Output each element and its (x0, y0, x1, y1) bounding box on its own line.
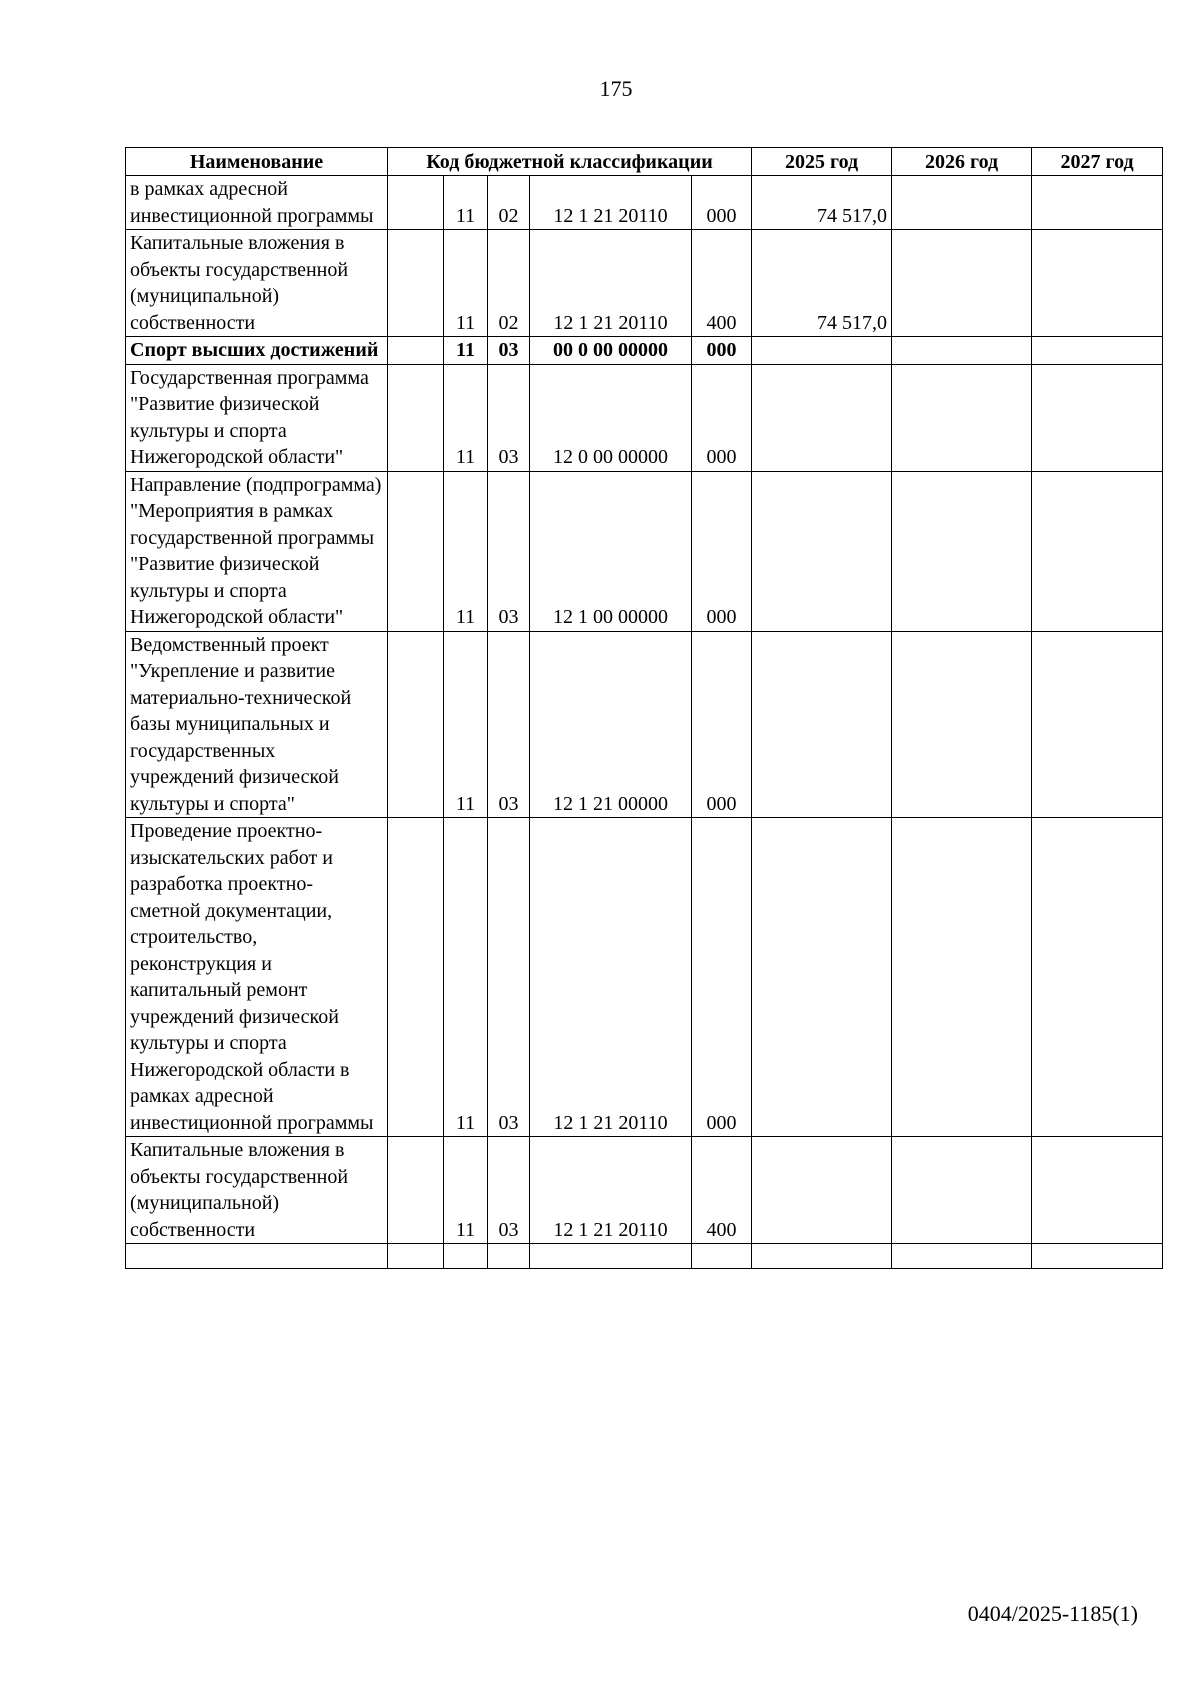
table-row (126, 1137, 1163, 1244)
row-target-code: 12 1 21 20110 (530, 176, 692, 230)
row-expense-type: 000 (692, 818, 752, 1137)
table-row (126, 631, 1163, 818)
row-2026 (892, 471, 1032, 631)
row-target-code: 12 1 21 00000 (530, 631, 692, 818)
row-expense-type: 000 (692, 176, 752, 230)
table-row (126, 471, 1163, 631)
row-2025 (752, 818, 892, 1137)
row-subsection: 03 (488, 471, 530, 631)
row-name: в рамках адресной инвестиционной программы (126, 176, 388, 230)
table-row (126, 337, 1163, 365)
table-row-empty (126, 1244, 1163, 1269)
row-target-code: 12 1 21 20110 (530, 1137, 692, 1244)
row-expense-type: 000 (692, 471, 752, 631)
row-section: 11 (444, 364, 488, 471)
row-expense-type: 000 (692, 631, 752, 818)
row-subsection: 03 (488, 818, 530, 1137)
row-subsection: 03 (488, 1137, 530, 1244)
row-2026 (892, 631, 1032, 818)
header-2025: 2025 год (752, 148, 892, 176)
row-section: 11 (444, 230, 488, 337)
row-section: 11 (444, 1137, 488, 1244)
table-row (126, 176, 1163, 230)
row-2026 (892, 230, 1032, 337)
row-2025 (752, 471, 892, 631)
row-2027 (1032, 337, 1163, 365)
row-section: 11 (444, 471, 488, 631)
row-target-code: 12 1 00 00000 (530, 471, 692, 631)
row-2027 (1032, 176, 1163, 230)
row-2025: 74 517,0 (752, 230, 892, 337)
row-2027 (1032, 230, 1163, 337)
row-2027 (1032, 631, 1163, 818)
row-subsection: 03 (488, 631, 530, 818)
row-name: Направление (подпрограмма) "Мероприятия в рамках государственной программы "Развитие физической культуры и спорта Нижегородской области" (126, 471, 388, 631)
row-subsection: 03 (488, 364, 530, 471)
row-section: 11 (444, 176, 488, 230)
row-2025 (752, 1137, 892, 1244)
table-row (126, 818, 1163, 1137)
row-subsection: 02 (488, 176, 530, 230)
row-target-code: 00 0 00 00000 (530, 337, 692, 365)
header-code: Код бюджетной классификации (388, 148, 752, 176)
row-2026 (892, 337, 1032, 365)
budget-table (125, 147, 1163, 1269)
table-row (126, 230, 1163, 337)
row-section: 11 (444, 818, 488, 1137)
row-name: Спорт высших достижений (126, 337, 388, 365)
header-name: Наименование (126, 148, 388, 176)
row-2025 (752, 337, 892, 365)
row-2027 (1032, 818, 1163, 1137)
row-target-code: 12 1 21 20110 (530, 818, 692, 1137)
header-2027: 2027 год (1032, 148, 1163, 176)
row-2027 (1032, 471, 1163, 631)
row-2026 (892, 1137, 1032, 1244)
row-expense-type: 000 (692, 364, 752, 471)
row-expense-type: 000 (692, 337, 752, 365)
row-2025 (752, 364, 892, 471)
row-2026 (892, 176, 1032, 230)
row-expense-type: 400 (692, 230, 752, 337)
row-2027 (1032, 1137, 1163, 1244)
row-section: 11 (444, 337, 488, 365)
table-header-row (126, 148, 1163, 176)
row-subsection: 03 (488, 337, 530, 365)
row-section: 11 (444, 631, 488, 818)
row-target-code: 12 0 00 00000 (530, 364, 692, 471)
row-name: Ведомственный проект "Укрепление и развитие материально-технической базы муниципальных и государственных учреждений физической культуры и спорта" (126, 631, 388, 818)
row-target-code: 12 1 21 20110 (530, 230, 692, 337)
row-name: Проведение проектно-изыскательских работ и разработка проектно-сметной документации, строительство, реконструкция и капитальный ремонт учреждений физической культуры и спорта Нижегородской области в рамках адресной инвестиционной программы (126, 818, 388, 1137)
header-2026: 2026 год (892, 148, 1032, 176)
row-expense-type: 400 (692, 1137, 752, 1244)
row-2025 (752, 631, 892, 818)
row-name: Капитальные вложения в объекты государственной (муниципальной) собственности (126, 1137, 388, 1244)
page-number: 175 (599, 76, 633, 101)
document-code: 0404/2025-1185(1) (967, 1601, 1138, 1626)
row-2027 (1032, 364, 1163, 471)
row-2025: 74 517,0 (752, 176, 892, 230)
table-row (126, 364, 1163, 471)
row-name: Капитальные вложения в объекты государственной (муниципальной) собственности (126, 230, 388, 337)
row-2026 (892, 364, 1032, 471)
row-name: Государственная программа "Развитие физической культуры и спорта Нижегородской области" (126, 364, 388, 471)
row-2026 (892, 818, 1032, 1137)
row-subsection: 02 (488, 230, 530, 337)
